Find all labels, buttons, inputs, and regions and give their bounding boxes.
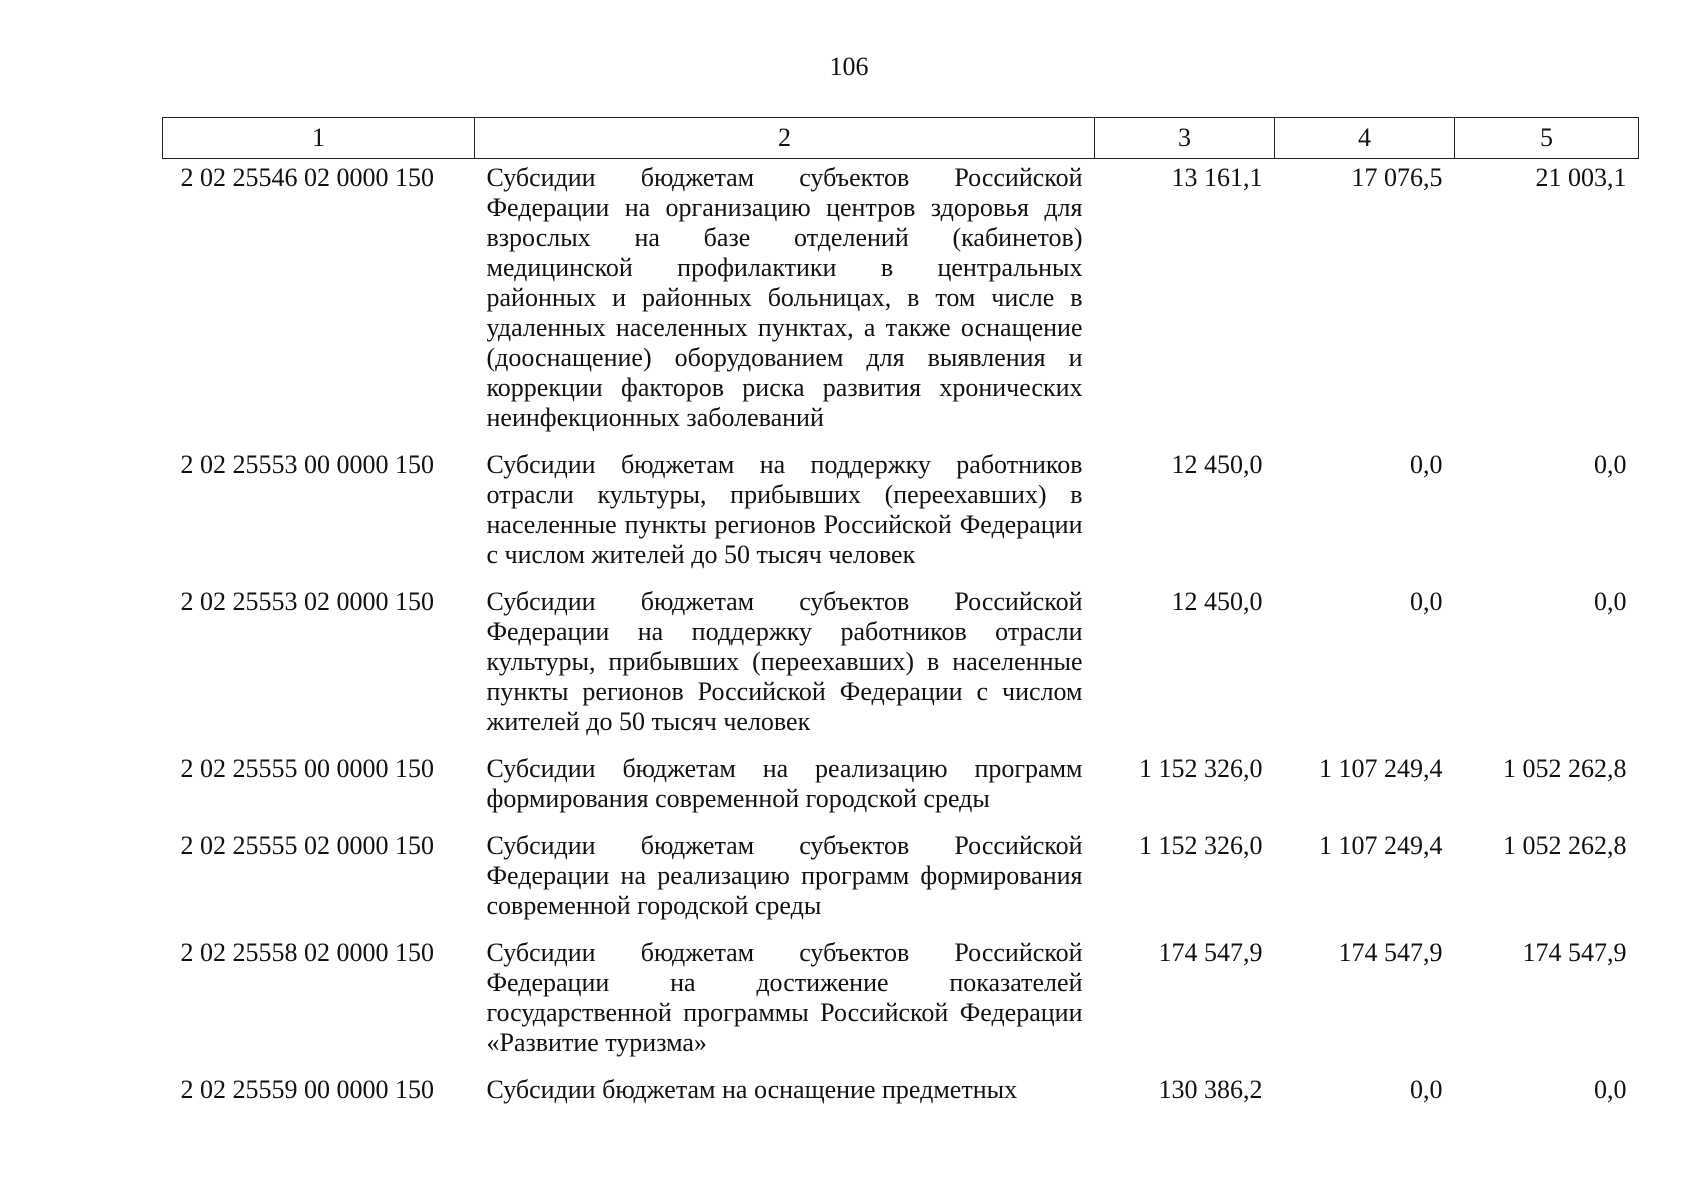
column-header-5: 5 [1455, 118, 1639, 159]
table-row [163, 827, 1639, 934]
budget-description: Субсидии бюджетам на поддержку работников отрасли культуры, прибывших (переехавших) в населенные пункты регионов Российской Федерации с числом жителей до 50 тысяч человек [486, 450, 1083, 569]
amount-col4: 17 076,5 [1351, 163, 1443, 192]
budget-code: 2 02 25555 02 0000 150 [180, 831, 434, 860]
column-header-4: 4 [1275, 118, 1455, 159]
amount-col5: 0,0 [1594, 587, 1627, 616]
amount-col3: 130 386,2 [1158, 1075, 1263, 1104]
column-header-1: 1 [163, 118, 475, 159]
amount-col5: 1 052 262,8 [1503, 831, 1627, 860]
amount-col3: 12 450,0 [1171, 450, 1263, 479]
amount-col4: 0,0 [1410, 587, 1443, 616]
budget-code: 2 02 25546 02 0000 150 [180, 163, 434, 192]
budget-description: Субсидии бюджетам субъектов Российской Федерации на организацию центров здоровья для взрослых на базе отделений (кабинетов) медицинской профилактики в центральных районных и районных больницах, в том числе в удаленных населенных пунктах, а также оснащение (дооснащение) оборудованием для выявления и коррекции факторов риска развития хронических неинфекционных заболеваний [486, 163, 1083, 432]
budget-code: 2 02 25553 00 0000 150 [180, 450, 434, 479]
budget-revenue-table [162, 117, 1639, 1118]
budget-description: Субсидии бюджетам на реализацию программ формирования современной городской среды [486, 754, 1083, 813]
table-row [163, 583, 1639, 750]
amount-col5: 21 003,1 [1535, 163, 1627, 192]
amount-col3: 1 152 326,0 [1139, 754, 1263, 783]
budget-code: 2 02 25558 02 0000 150 [180, 938, 434, 967]
column-header-3: 3 [1095, 118, 1275, 159]
column-header-2: 2 [475, 118, 1095, 159]
budget-description: Субсидии бюджетам субъектов Российской Федерации на поддержку работников отрасли культуры, прибывших (переехавших) в населенные пункты регионов Российской Федерации с числом жителей до 50 тысяч человек [486, 587, 1083, 736]
amount-col3: 12 450,0 [1171, 587, 1263, 616]
amount-col3: 13 161,1 [1171, 163, 1263, 192]
budget-description: Субсидии бюджетам субъектов Российской Федерации на достижение показателей государственной программы Российской Федерации «Развитие туризма» [486, 938, 1083, 1057]
table-row [163, 159, 1639, 447]
amount-col3: 1 152 326,0 [1139, 831, 1263, 860]
amount-col4: 0,0 [1410, 450, 1443, 479]
budget-code: 2 02 25553 02 0000 150 [180, 587, 434, 616]
amount-col5: 0,0 [1594, 1075, 1627, 1104]
amount-col4: 174 547,9 [1338, 938, 1443, 967]
budget-code: 2 02 25555 00 0000 150 [180, 754, 434, 783]
page-number: 106 [829, 52, 869, 81]
table-row [163, 446, 1639, 583]
budget-code: 2 02 25559 00 0000 150 [180, 1075, 434, 1104]
amount-col5: 1 052 262,8 [1503, 754, 1627, 783]
table-header-row [163, 118, 1639, 159]
amount-col3: 174 547,9 [1158, 938, 1263, 967]
amount-col4: 1 107 249,4 [1319, 754, 1443, 783]
budget-description: Субсидии бюджетам субъектов Российской Федерации на реализацию программ формирования современной городской среды [486, 831, 1083, 920]
table-row [163, 1071, 1639, 1118]
amount-col5: 174 547,9 [1522, 938, 1627, 967]
table-row [163, 934, 1639, 1071]
budget-description: Субсидии бюджетам на оснащение предметных [486, 1075, 1018, 1104]
amount-col4: 1 107 249,4 [1319, 831, 1443, 860]
table-row [163, 750, 1639, 827]
amount-col4: 0,0 [1410, 1075, 1443, 1104]
amount-col5: 0,0 [1594, 450, 1627, 479]
